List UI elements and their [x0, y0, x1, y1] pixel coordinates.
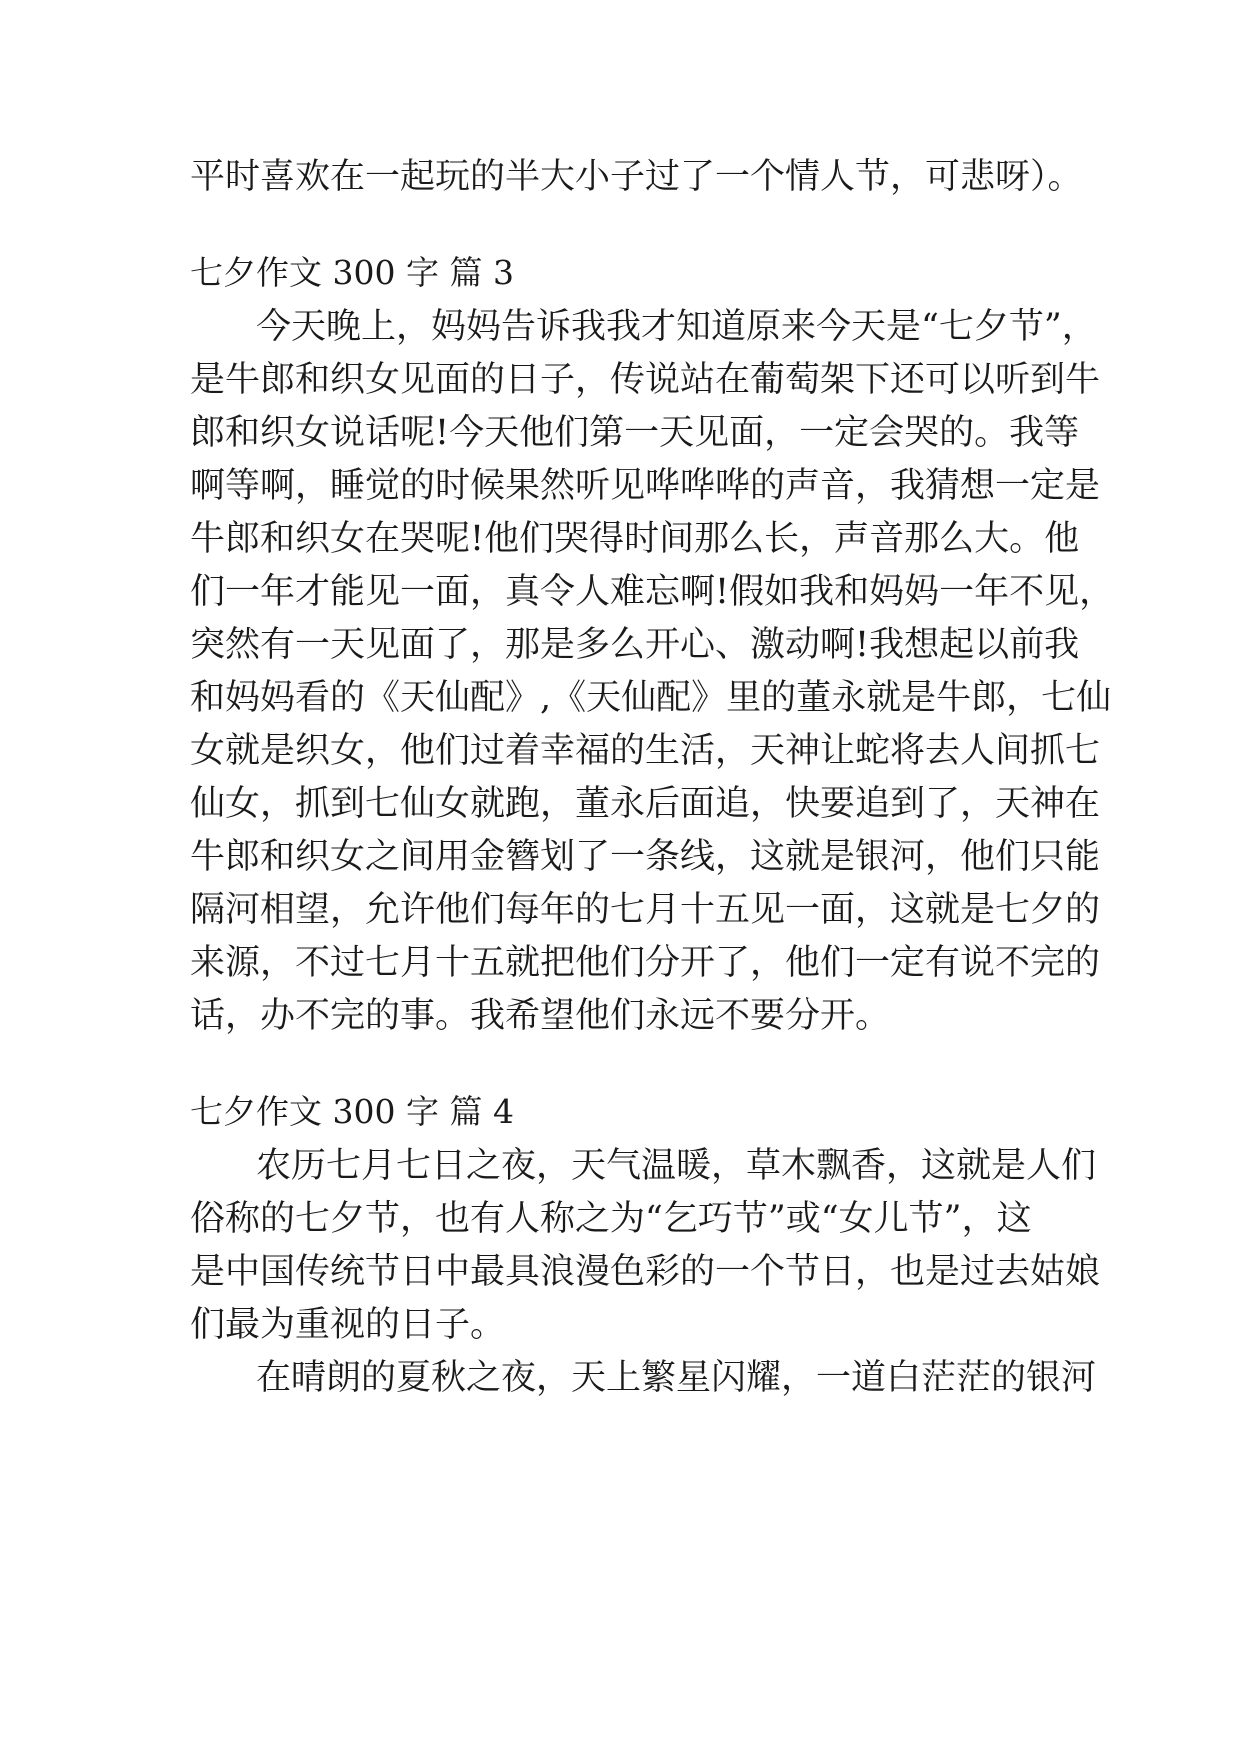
paragraph-line: 农历七月七日之夜，天气温暖，草木飘香，这就是人们: [256, 1146, 1097, 1186]
section-heading-3: 七夕作文 300 字 篇 3: [190, 253, 514, 292]
paragraph-line: 俗称的七夕节，也有人称之为“乞巧节”或“女儿节”，这: [190, 1199, 1032, 1239]
paragraph-line: 是中国传统节日中最具浪漫色彩的一个节日，也是过去姑娘: [190, 1252, 1101, 1292]
paragraph-line: 仙女，抓到七仙女就跑，董永后面追，快要追到了，天神在: [190, 784, 1101, 824]
paragraph-line: 来源，不过七月十五就把他们分开了，他们一定有说不完的: [190, 943, 1101, 983]
paragraph-line: 郎和织女说话呢!今天他们第一天见面，一定会哭的。我等: [190, 413, 1080, 453]
paragraph-line: 牛郎和织女在哭呢!他们哭得时间那么长，声音那么大。他: [190, 519, 1080, 559]
section-heading-4: 七夕作文 300 字 篇 4: [190, 1092, 514, 1131]
continued-paragraph-line: 平时喜欢在一起玩的半大小子过了一个情人节，可悲呀）。: [190, 157, 1083, 197]
paragraph-line: 是牛郎和织女见面的日子，传说站在葡萄架下还可以听到牛: [190, 360, 1101, 400]
paragraph-line: 女就是织女，他们过着幸福的生活，天神让蛇将去人间抓七: [190, 731, 1101, 771]
paragraph-line: 牛郎和织女之间用金簪划了一条线，这就是银河，他们只能: [190, 837, 1101, 877]
paragraph-line: 话，办不完的事。我希望他们永远不要分开。: [190, 996, 891, 1036]
paragraph-line: 今天晚上，妈妈告诉我我才知道原来今天是“七夕节”，: [256, 307, 1097, 347]
paragraph-line: 们一年才能见一面，真令人难忘啊!假如我和妈妈一年不见，: [190, 572, 1115, 612]
paragraph-line: 突然有一天见面了，那是多么开心、激动啊!我想起以前我: [190, 625, 1080, 665]
paragraph-line: 啊等啊，睡觉的时候果然听见哗哗哗的声音，我猜想一定是: [190, 466, 1101, 506]
paragraph-line: 隔河相望，允许他们每年的七月十五见一面，这就是七夕的: [190, 890, 1101, 930]
paragraph-line: 们最为重视的日子。: [190, 1305, 506, 1345]
paragraph-line: 和妈妈看的《天仙配》,《天仙配》里的董永就是牛郎，七仙: [190, 678, 1112, 718]
paragraph-line: 在晴朗的夏秋之夜，天上繁星闪耀，一道白茫茫的银河: [256, 1358, 1097, 1398]
